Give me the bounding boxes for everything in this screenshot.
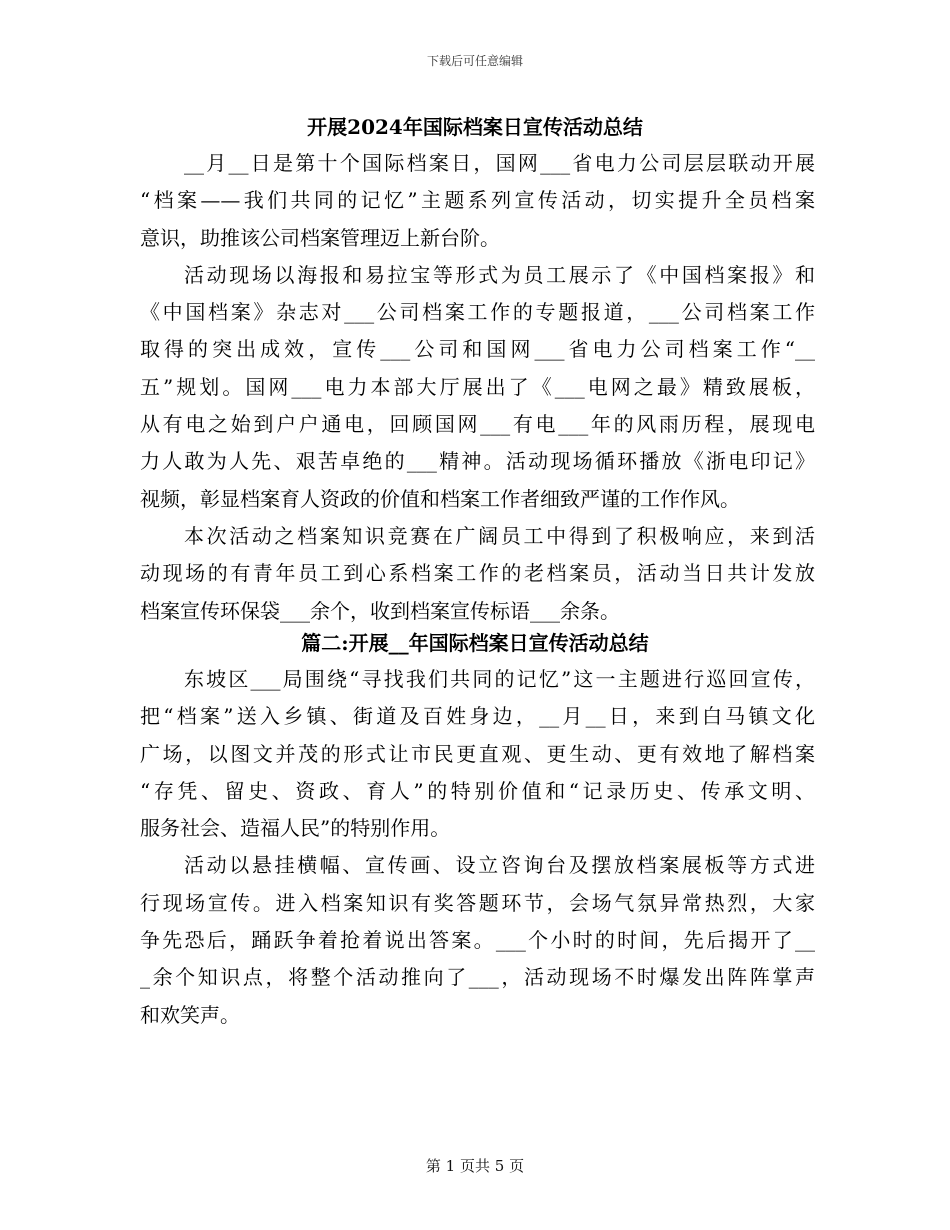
page-header: 下载后可任意编辑 bbox=[426, 54, 523, 68]
section-2-body bbox=[140, 661, 815, 1034]
paragraph-line: 和欢笑声。 bbox=[140, 1002, 240, 1027]
paragraph-line: 服务社会、造福人民”的特别作用。 bbox=[140, 816, 451, 841]
paragraph-line: 行现场宣传。进入档案知识有奖答题环节，会场气氛异常热烈，大家 bbox=[140, 890, 815, 915]
paragraph-line: “档案——我们共同的记忆”主题系列宣传活动，切实提升全员档案 bbox=[140, 188, 815, 213]
paragraph-line: 五”规划。国网___电力本部大厅展出了《___电网之最》精致展板， bbox=[140, 374, 815, 399]
paragraph-line: 争先恐后，踊跃争着抢着说出答案。___个小时的时间，先后揭开了__ bbox=[140, 928, 815, 953]
paragraph-line: 力人敢为人先、艰苦卓绝的___精神。活动现场循环播放《浙电印记》 bbox=[140, 449, 815, 474]
section-2-title: 篇二:开展__年国际档案日宣传活动总结 bbox=[301, 631, 649, 655]
paragraph-line: 动现场的有青年员工到心系档案工作的老档案员，活动当日共计发放 bbox=[140, 561, 815, 586]
paragraph-line: 取得的突出成效，宣传___公司和国网___省电力公司档案工作“__ bbox=[140, 337, 815, 362]
paragraph-line: 本次活动之档案知识竞赛在广阔员工中得到了积极响应，来到活 bbox=[184, 523, 815, 548]
paragraph-line: _余个知识点，将整个活动推向了___，活动现场不时爆发出阵阵掌声 bbox=[140, 965, 815, 990]
paragraph-line: 活动以悬挂横幅、宣传画、设立咨询台及摆放档案展板等方式进 bbox=[184, 853, 815, 878]
paragraph-line: 《中国档案》杂志对___公司档案工作的专题报道，___公司档案工作 bbox=[140, 300, 815, 325]
page-footer: 第 1 页共 5 页 bbox=[425, 1157, 525, 1175]
paragraph-line: 活动现场以海报和易拉宝等形式为员工展示了《中国档案报》和 bbox=[184, 262, 815, 287]
paragraph-line: 从有电之始到户户通电，回顾国网___有电___年的风雨历程，展现电 bbox=[140, 412, 815, 437]
document-title: 开展2024年国际档案日宣传活动总结 bbox=[307, 115, 643, 139]
paragraph-line: 把“档案”送入乡镇、街道及百姓身边，__月__日，来到白马镇文化 bbox=[140, 704, 815, 729]
paragraph-line: 视频，彰显档案育人资政的价值和档案工作者细致严谨的工作作风。 bbox=[140, 486, 740, 511]
section-1-body bbox=[140, 145, 815, 630]
paragraph-line: 意识，助推该公司档案管理迈上新台阶。 bbox=[140, 225, 500, 250]
paragraph-line: 档案宣传环保袋___余个，收到档案宣传标语___余条。 bbox=[140, 598, 620, 623]
paragraph-line: “存凭、留史、资政、育人”的特别价值和“记录历史、传承文明、 bbox=[140, 778, 815, 803]
paragraph-line: 东坡区___局围绕“寻找我们共同的记忆”这一主题进行巡回宣传， bbox=[184, 667, 815, 691]
paragraph-line: 广场，以图文并茂的形式让市民更直观、更生动、更有效地了解档案 bbox=[140, 741, 815, 766]
paragraph-line: __月__日是第十个国际档案日，国网___省电力公司层层联动开展 bbox=[184, 151, 815, 175]
